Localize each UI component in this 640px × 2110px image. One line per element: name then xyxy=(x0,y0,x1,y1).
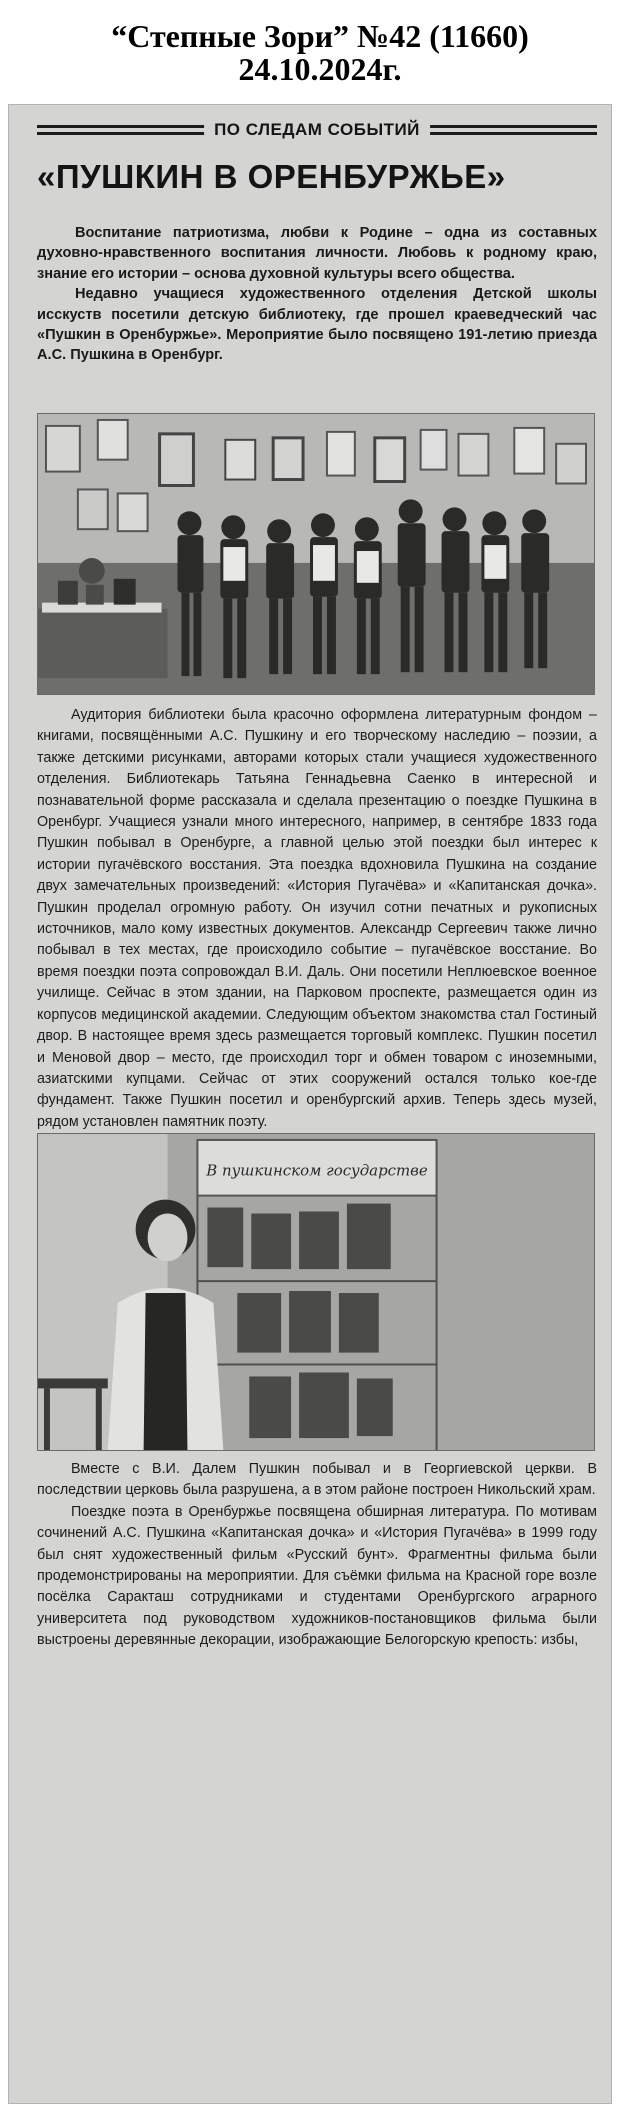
article-title: «ПУШКИН В ОРЕНБУРЖЬЕ» xyxy=(37,158,506,195)
body-paragraph: Аудитория библиотеки была красочно оформлена литературным фондом – книгами, посвящёнными А.С. Пушкину и его творческому наследию – поэзии, а также детскими рисунками, авторами которых стали учащиеся художественного отделения. Библиотекарь Татьяна Геннадьевна Саенко в интересной и познавательной форме рассказала и сделала презентацию о поездке Пушкина в Оренбург. Учащиеся узнали много интересного, например, в сентябре 1833 года Пушкин побывал в Оренбурге, а главной целью этой поездки был интерес к истории пугачёвского восстания. Эта поездка вдохновила Пушкина на создание двух замечательных произведений: «История Пугачёва» и «Капитанская дочка». Пушкин проделал огромную работу. Он изучил сотни печатных и рукописных источников, мало кому известных документов. Александр Сергеевич также лично побывал в тех местах, где происходило событие – пугачёвское восстание. Во время поездки поэта сопровождал В.И. Даль. Они посетили Неплюевское военное училище. Сейчас в этом здании, на Парковом проспекте, размещается один из корпусов медицинской академии. Следующим объектом знакомства стал Гостиный двор. В настоящее время здесь размещается торговый комплекс. Пушкин посетил и Меновой двор – место, где происходил торг и обмен товаром с иноземными, азиатскими купцами. Сейчас от этих сооружений остался только кое-где фундамент. Также Пушкин посетил и оренбургский архив. Теперь здесь музей, рядом установлен памятник поэту. xyxy=(37,707,597,1130)
newspaper-clipping xyxy=(8,104,612,2104)
article-lead xyxy=(37,223,597,366)
article-body-part1 xyxy=(37,705,597,1133)
page-header xyxy=(0,0,640,100)
newspaper-date-line: 24.10.2024г. xyxy=(238,51,402,87)
body-paragraph: Вместе с В.И. Далем Пушкин побывал и в Георгиевской церкви. В последствии церковь была разрушена, а в этом районе построен Никольский храм. xyxy=(37,1461,597,1499)
lead-paragraph: Недавно учащиеся художественного отделения Детской школы исскуств посетили детскую библиотеку, где прошел краеведческий час «Пушкин в Оренбуржье». Мероприятие было посвящено 191-летию приезда А.С. Пушкина в Оренбург. xyxy=(37,286,597,364)
exhibition-banner-text: В пушкинском государстве xyxy=(206,1161,428,1180)
rubric-label: ПО СЛЕДАМ СОБЫТИЙ xyxy=(204,119,430,141)
newspaper-issue-line: “Степные Зори” №42 (11660) xyxy=(111,18,529,54)
group-photo-library xyxy=(37,413,595,695)
book-exhibition-photo xyxy=(37,1133,595,1451)
article-body-part2 xyxy=(37,1459,597,1652)
lead-paragraph: Воспитание патриотизма, любви к Родине – одна из составных духовно-нравственного воспитания личности. Любовь к родному краю, знание его истории – основа духовной культуры всего общества. xyxy=(37,225,597,282)
body-paragraph: Поездке поэта в Оренбуржье посвящена обширная литература. По мотивам сочинений А.С. Пушкина «Капитанская дочка» и «История Пугачёва» в 1999 году был снят художественный фильм «Русский бунт». Фрагментны фильма были продемонстрированы на мероприятии. Для съёмки фильма на Красной горе возле посёлка Саракташ сотрудниками и студентами Оренбургского аграрного университета под руководством художников-постановщиков фильма были выстроены деревянные декорации, изображающие Белогорскую крепость: избы, xyxy=(37,1503,597,1649)
rubric-bar xyxy=(37,119,597,141)
